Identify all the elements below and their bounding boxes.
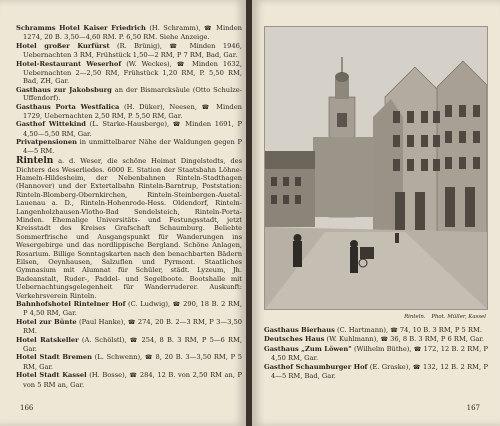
listing-entry: Hotel zur Bünte (Paul Hanke), ☎ 274, 20 B. 2—3 RM, P 3—3,50 RM. — [16, 317, 242, 336]
listing-entry: Privatpensionen in unmittelbarer Nähe der Waldungen gegen P 4—5 RM. — [16, 138, 242, 155]
listing-name: Hotel-Restaurant Weserhof — [16, 59, 122, 68]
listing-entry: Deutsches Haus (W. Kuhlmann), ☎ 36, 8 B. 3 RM, P 6 RM, Gar. — [264, 335, 484, 344]
telephone-icon: ☎ — [176, 60, 188, 68]
listing-name: Bahnhofshotel Rintelner Hof — [16, 300, 126, 308]
telephone-icon: ☎ — [390, 327, 398, 334]
listing-name: Deutsches Haus — [264, 335, 325, 344]
telephone-icon: ☎ — [172, 121, 182, 129]
left-page-text — [16, 24, 242, 389]
caption-place: Rinteln. — [404, 314, 426, 320]
listing-name: Hotel zur Bünte — [16, 317, 77, 326]
telephone-icon: ☎ — [129, 336, 139, 344]
listing-name: Hotel großer Kurfürst — [16, 41, 110, 50]
listing-entry: Bahnhofshotel Rintelner Hof (C. Ludwig), ☎ 290, 18 B. 2 RM, P 4,50 RM, Gar. — [16, 300, 242, 318]
telephone-icon: ☎ — [380, 336, 388, 344]
town-description — [16, 157, 242, 300]
left-page — [0, 0, 246, 426]
listing-entry: Gasthaus Porta Westfalica (H. Düker), Neesen, ☎ Minden 1729, Uebernachten 2,50 RM, P. 5,50 RM, Gar. — [16, 102, 242, 121]
listing-name: Gasthof Schaumburger Hof — [264, 362, 368, 371]
telephone-icon: ☎ — [172, 301, 181, 308]
photo-caption — [264, 314, 486, 320]
listing-name: Hotel Stadt Kassel — [16, 371, 87, 380]
page-number-right: 167 — [466, 404, 480, 412]
listing-entry: Gasthaus „Zum Löwen" (Wilhelm Büthe), ☎ 172, 12 B. 2 RM, P 4,50 RM, Gar. — [264, 344, 488, 363]
listing-entry: Gasthof Wittekind (L. Starke-Hausberge), ☎ Minden 1691, P 4,50—5,50 RM, Gar. — [16, 120, 242, 138]
telephone-icon: ☎ — [413, 345, 422, 353]
listing-entry: Gasthof Schaumburger Hof (E. Graske), ☎ 132, 12 B. 2 RM, P 4—5 RM, Bad, Gar. — [264, 362, 488, 381]
page-number-left: 166 — [20, 404, 34, 412]
listing-name: Gasthof Wittekind — [16, 120, 86, 129]
listing-name: Privatpensionen — [16, 138, 77, 147]
telephone-icon: ☎ — [127, 318, 136, 326]
listing-entry: Hotel Stadt Kassel (H. Bosse), ☎ 284, 12 B. von 2,50 RM an, P von 5 RM an, Gar. — [16, 371, 242, 389]
listing-entry: Hotel-Restaurant Weserhof (W. Weckes), ☎ Minden 1632, Uebernachten 2—2,50 RM, Frühstück 1,20 RM, P. 5,50 RM, Bad, ZH, Gar. — [16, 59, 242, 86]
listing-entry: Schramms Hotel Kaiser Friedrich (H. Schramm), ☎ Minden 1274, 20 B. 3,50—4,60 RM. P. 6,50 RM. Siehe Anzeige. — [16, 24, 242, 42]
street-photograph — [264, 26, 488, 310]
listing-name: Hotel Stadt Bremen — [16, 353, 93, 362]
listing-entry: Gasthaus Bierhaus (C. Hartmann), ☎ 74, 10 B. 3 RM, P 5 RM. — [264, 326, 482, 334]
telephone-icon: ☎ — [201, 103, 212, 111]
caption-credit: Phot. Müller, Kassel — [431, 314, 486, 320]
listing-name: Gasthaus „Zum Löwen" — [264, 344, 352, 353]
telephone-icon: ☎ — [169, 42, 183, 50]
listing-entry: Gasthaus zur Jakobsburg an der Bismarcksäule (Otto Schulze-Uffendorf). — [16, 85, 242, 103]
listing-name: Gasthaus zur Jakobsburg — [16, 85, 112, 94]
listing-name: Gasthaus Porta Westfalica — [16, 102, 120, 111]
listing-entry: Hotel großer Kurfürst (R. Brünig), ☎ Minden 1946, Uebernachten 3 RM, Frühstück 1,50—2 RM, P 7 RM, Bad, Gar. — [16, 41, 242, 60]
town-description-text: a. d. Weser, die schöne Heimat Dingelstedts, des Dichters des Weserliedes. 6000 E. Station der Staatsbahn Löhne-Hameln-Hildesheim, der Nebenbahnen Rinteln-Stadthagen (Hannover) und der Extertalbahn Rinteln-Barntrup, Poststation: Rinteln-Blomberg-Obernkirchen, Rinteln-Steinbergen-Auetal-Lauenau a. D., Rinteln-Hohenrode-Hess. Oldendorf, Rinteln-Langenholzhausen-Vlotho-Bad Sendelsteich, Rinteln-Porta-Minden. Ehemalige Universitäts- und Festungsstadt, jetzt Kreisstadt des Kreises Grafschaft Schaumburg. Beliebte Sommerfrische und Ausgangspunkt für Wanderungen ins Wesergebirge und das nordlippische Bergland. Schöne Anlagen, Rosarium. Billige Sonntagskarten nach den benachbarten Bädern Eilsen, Oeynhausen, Salzuflen und Pyrmont. Staatliches Gymnasium mit Alumnat für Schüler, städt. Lyzeum, Jh. Badeanstalt, Ruder-, Paddel- und Segelboote. Bootshalle mit Uebernachtungsgelegenheit für Wanderruderer. Auskunft: Verkehrsverein Rinteln. — [16, 157, 242, 300]
listing-name: Gasthaus Bierhaus — [264, 326, 335, 334]
telephone-icon: ☎ — [129, 372, 138, 380]
telephone-icon: ☎ — [412, 363, 421, 371]
listing-entry: Hotel Stadt Bremen (L. Schwenn), ☎ 8, 20 B. 3—3,50 RM, P 5 RM, Gar. — [16, 353, 242, 371]
town-heading: Rinteln — [16, 156, 54, 167]
telephone-icon: ☎ — [144, 354, 153, 362]
right-page-text — [264, 326, 488, 380]
street-scene-image — [265, 27, 487, 309]
listing-entry: Hotel Ratskeller (A. Schölstl), ☎ 254, 8 B. 3 RM, P 5—6 RM, Gar. — [16, 335, 242, 354]
listing-name: Hotel Ratskeller — [16, 335, 79, 344]
listing-name: Schramms Hotel Kaiser Friedrich — [16, 24, 146, 32]
right-page — [252, 0, 500, 426]
telephone-icon: ☎ — [203, 25, 213, 32]
